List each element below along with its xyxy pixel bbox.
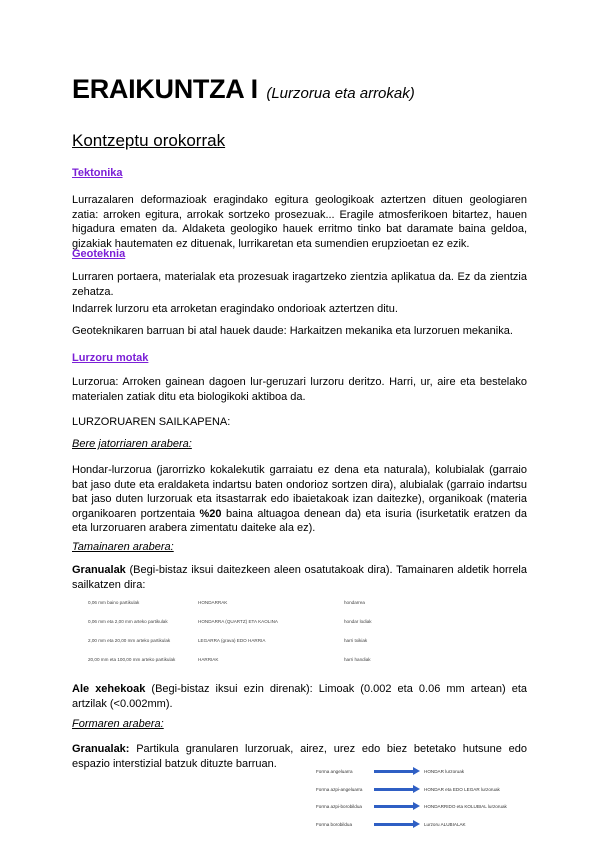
ale-xehekoak-paragraph — [72, 682, 527, 711]
jatorria-paragraph — [72, 463, 527, 536]
size-cell: HONDARRAK — [198, 600, 228, 605]
forma-bold: Granualak: — [72, 743, 130, 755]
size-table-row — [88, 600, 528, 608]
title-main: ERAIKUNTZA I — [72, 74, 258, 104]
size-cell: harri handiak — [344, 657, 371, 662]
geoteknia-paragraph-3: Geoteknikaren barruan bi atal hauek daude: Harkaitzen mekanika eta lurzoruen mekanika. — [72, 325, 513, 337]
forma-table-row — [316, 787, 556, 797]
jatorria-text-a: Hondar-lurzorua (jarorrizko kokalekutik garraiatu ez dena eta naturala), kolubialak (garraio bat jaso dute eta eraldaketa indartsu baten ondorioz sortzen dira), alubialak (garraio indartsu bat jaso duten lurzoruak eta itsastarrak edo ibaietakoak izan daitezke), organikoak (materia organikoaren portzentaia — [72, 464, 527, 520]
forma-table-row — [316, 804, 556, 814]
size-table-row — [88, 657, 528, 665]
geoteknia-paragraph-1: Lurraren portaera, materialak eta prozesuak iragartzeko zientzia aplikatua da. Ez da zientzia zehatza. — [72, 271, 527, 298]
lurzorua-definition: Lurzorua: Arroken gainean dagoen lur-geruzari lurzoru deritzo. Harri, ur, aire eta bestelako materialen zatiak ditu eta biologikoki aktiboa da. — [72, 376, 527, 403]
size-cell: LEGARRA (grava) EDO HARRIA — [198, 638, 266, 643]
forma-text: Partikula granularen lurzoruak, airez, urez edo biez betetako hutsune edo espazio interstizial batzuk dituzte barruan. — [72, 743, 527, 770]
forma-table-row — [316, 822, 556, 832]
granualak-bold: Granualak — [72, 564, 126, 576]
forma-right: HONDARRIDO eta KOLUBIAL lurzoruak — [424, 804, 507, 809]
forma-right: HONDAR lurzoruak — [424, 769, 465, 774]
size-cell: 2,00 mm eta 20,00 mm arteko partikulak — [88, 638, 171, 643]
link-tektonika[interactable]: Tektonika — [72, 167, 123, 179]
forma-paragraph — [72, 742, 527, 771]
document-title — [72, 74, 415, 105]
forma-heading: Formaren arabera: — [72, 718, 164, 730]
forma-right: HONDAR eta EDO LEGAR lurzoruak — [424, 787, 500, 792]
size-cell: harri txikiak — [344, 638, 368, 643]
size-table-row — [88, 619, 528, 627]
arrow-right-icon — [374, 823, 414, 826]
jatorria-text-b: baina altuagoa denean da) eta isuria (isurketatik eratzen da eta lurzoruaren arabera zimentatu daiteke ala ez). — [72, 507, 527, 534]
jatorria-heading: Bere jatorriaren arabera: — [72, 438, 192, 450]
granualak-text: (Begi-bistaz iksui daitezkeen aleen osatutakoak dira). Tamainaren aldetik horrela sailkatzen dira: — [72, 564, 527, 591]
size-cell: 0,06 mm baino partikulak — [88, 600, 140, 605]
forma-left: Forma angeluarra — [316, 769, 353, 774]
arrow-right-icon — [374, 805, 414, 808]
forma-left: Forma borobildua — [316, 822, 353, 827]
forma-left: Forma azpi-borobildua — [316, 804, 362, 809]
arrow-right-icon — [374, 788, 414, 791]
link-lurzoru-motak[interactable]: Lurzoru motak — [72, 352, 149, 364]
ale-bold: Ale xehekoak — [72, 683, 146, 695]
arrow-right-icon — [374, 770, 414, 773]
link-geoteknia[interactable]: Geoteknia — [72, 248, 126, 260]
granualak-paragraph — [72, 563, 527, 592]
forma-table-row — [316, 769, 556, 779]
size-cell: hondarrea — [344, 600, 365, 605]
tamaina-heading: Tamainaren arabera: — [72, 541, 174, 553]
size-cell: hondar lodiak — [344, 619, 372, 624]
forma-right: Lurzoru ALUBIALAK — [424, 822, 466, 827]
size-table-row — [88, 638, 528, 646]
size-cell: HONDARRA (QUARTZ) ETA KAOLINA — [198, 619, 278, 624]
tektonika-paragraph: Lurrazalaren deformazioak eragindako egitura geologikoak aztertzen dituen geologiaren zatia: arroken egitura, arrokak sortzeko prosezuak... Eragile atmosferikoen bitartez, hauen higadura ematen da. Aldaketa geologiko hauek erritmo tinko bat daramate baina geldoa, gizakiak hautematen ez dituenak, lurrikaretan eta sumendien erupzioetan ez ezik. — [72, 194, 527, 250]
size-cell: HARRIAK — [198, 657, 219, 662]
forma-left: Forma azpi-angeluarra — [316, 787, 363, 792]
title-subtitle: (Lurzorua eta arrokak) — [266, 85, 415, 102]
size-cell: 20,00 mm eta 100,00 mm arteko partikulak — [88, 657, 176, 662]
geoteknia-paragraph-2: Indarrek lurzoru eta arroketan eragindako ondorioak aztertzen ditu. — [72, 303, 398, 315]
jatorria-bold: %20 — [199, 507, 222, 520]
size-cell: 0,06 mm eta 2,00 mm arteko partikulak — [88, 619, 168, 624]
sailkapena-heading: LURZORUAREN SAILKAPENA: — [72, 416, 231, 428]
section-heading: Kontzeptu orokorrak — [72, 131, 226, 150]
ale-text: (Begi-bistaz iksui ezin direnak): Limoak (0.002 eta 0.06 mm artean) eta artzilak (<0.002mm). — [72, 683, 527, 710]
